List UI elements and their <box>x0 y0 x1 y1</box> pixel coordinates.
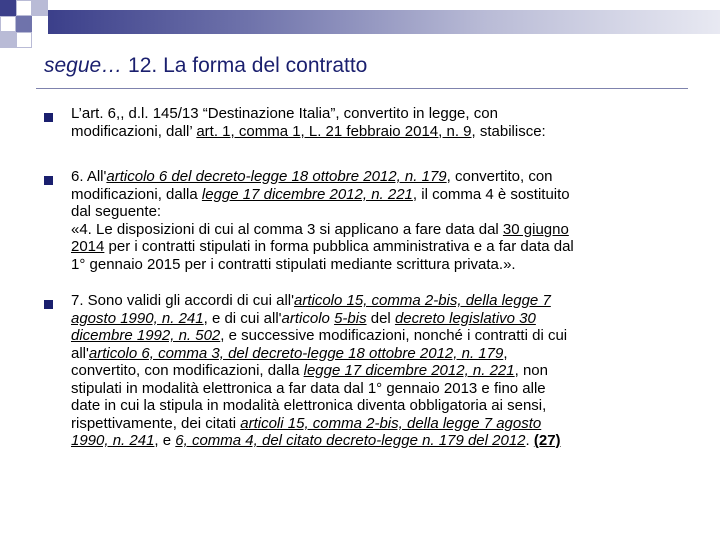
text-line <box>71 415 681 433</box>
text-line <box>71 123 681 141</box>
text-run: modificazioni, dall’ <box>71 122 197 140</box>
text-line <box>71 362 681 380</box>
text-line <box>71 432 681 450</box>
text-line <box>71 168 681 186</box>
law-link[interactable]: 5-bis <box>334 309 367 327</box>
text-line <box>71 327 681 345</box>
text-run: articolo <box>281 309 335 327</box>
text-run: modificazioni, dalla <box>71 185 202 203</box>
law-link[interactable]: 1990, n. 241 <box>71 432 155 449</box>
deco-square <box>16 32 32 48</box>
law-link[interactable]: decreto legislativo 30 <box>394 309 536 327</box>
text-run: 7. Sono validi gli accordi di cui all' <box>71 292 294 309</box>
text-run: , non <box>514 362 548 379</box>
text-line <box>71 345 681 363</box>
text-line <box>71 221 681 239</box>
header-decoration <box>0 0 720 50</box>
text-run: per i contratti stipulati in forma pubblica amministrativa e a far data dal <box>104 238 574 255</box>
text-line <box>71 238 681 256</box>
underlined-date: 2014 <box>71 238 105 255</box>
bullet-text-3 <box>71 292 681 450</box>
header-bar <box>48 10 720 34</box>
text-run: del <box>366 309 395 327</box>
text-line <box>71 310 681 328</box>
text-run: 1° gennaio 2015 per i contratti stipulati mediante scrittura privata.». <box>71 255 516 273</box>
bullet-text-1 <box>71 105 681 140</box>
text-line <box>71 292 681 310</box>
deco-square <box>16 0 32 16</box>
title-main: 12. La forma del contratto <box>122 54 368 77</box>
text-run: , e successive modificazioni, nonché i contratti di cui <box>220 327 568 344</box>
bullet-marker <box>44 176 53 185</box>
text-run: , e di cui all' <box>203 309 282 327</box>
text-run: , convertito, con <box>446 168 553 185</box>
deco-square <box>0 16 16 32</box>
law-link[interactable]: art. 1, comma 1, L. 21 febbraio 2014, n. 9 <box>196 122 472 140</box>
text-run: , <box>503 344 508 362</box>
law-link[interactable]: articolo 15, comma 2-bis, della legge 7 <box>293 292 551 309</box>
text-run: L’art. 6,, d.l. 145/13 “Destinazione Italia”, convertito in legge, con <box>71 105 498 122</box>
title-divider <box>36 88 688 89</box>
text-run: «4. Le disposizioni di cui al comma 3 si applicano a fare data dal <box>71 220 503 238</box>
text-line <box>71 256 681 274</box>
text-line <box>71 186 681 204</box>
law-link[interactable]: dicembre 1992, n. 502 <box>71 327 221 344</box>
law-link[interactable]: legge 17 dicembre 2012, n. 221 <box>303 362 515 379</box>
text-line <box>71 105 681 123</box>
text-line <box>71 397 681 415</box>
bullet-text-2 <box>71 168 681 273</box>
text-run: . <box>525 432 534 449</box>
law-link[interactable]: 6, comma 4, del citato decreto-legge n. 179 del 2012 <box>175 432 526 449</box>
slide-title <box>44 54 367 78</box>
law-link[interactable]: agosto 1990, n. 241 <box>71 309 204 327</box>
deco-square <box>16 16 32 32</box>
text-run: , stabilisce: <box>471 122 546 140</box>
deco-square <box>32 0 48 16</box>
text-line <box>71 380 681 398</box>
text-run: rispettivamente, dei citati <box>71 414 241 432</box>
law-link[interactable]: legge 17 dicembre 2012, n. 221 <box>201 185 413 203</box>
bullet-marker <box>44 113 53 122</box>
text-run: dal seguente: <box>71 203 162 220</box>
text-run: , e <box>154 432 176 449</box>
deco-square <box>0 0 16 16</box>
title-lead: segue… <box>44 54 123 77</box>
footnote-link[interactable]: (27) <box>533 432 561 449</box>
text-run: 6. All' <box>71 168 107 185</box>
text-run: all' <box>71 344 89 362</box>
law-link[interactable]: articolo 6 del decreto-legge 18 ottobre 2012, n. 179 <box>106 168 447 185</box>
underlined-date: 30 giugno <box>502 220 569 238</box>
law-link[interactable]: articolo 6, comma 3, del decreto-legge 18 ottobre 2012, n. 179 <box>88 344 504 362</box>
law-link[interactable]: articoli 15, comma 2-bis, della legge 7 agosto <box>240 414 542 432</box>
deco-square <box>0 32 16 48</box>
text-run: convertito, con modificazioni, dalla <box>71 362 304 379</box>
text-line <box>71 203 681 221</box>
bullet-marker <box>44 300 53 309</box>
text-run: stipulati in modalità elettronica a far data dal 1° gennaio 2013 e fino alle <box>71 379 546 397</box>
text-run: , il comma 4 è sostituito <box>412 185 570 203</box>
text-run: date in cui la stipula in modalità elettronica diventa obbligatoria ai sensi, <box>71 397 547 414</box>
